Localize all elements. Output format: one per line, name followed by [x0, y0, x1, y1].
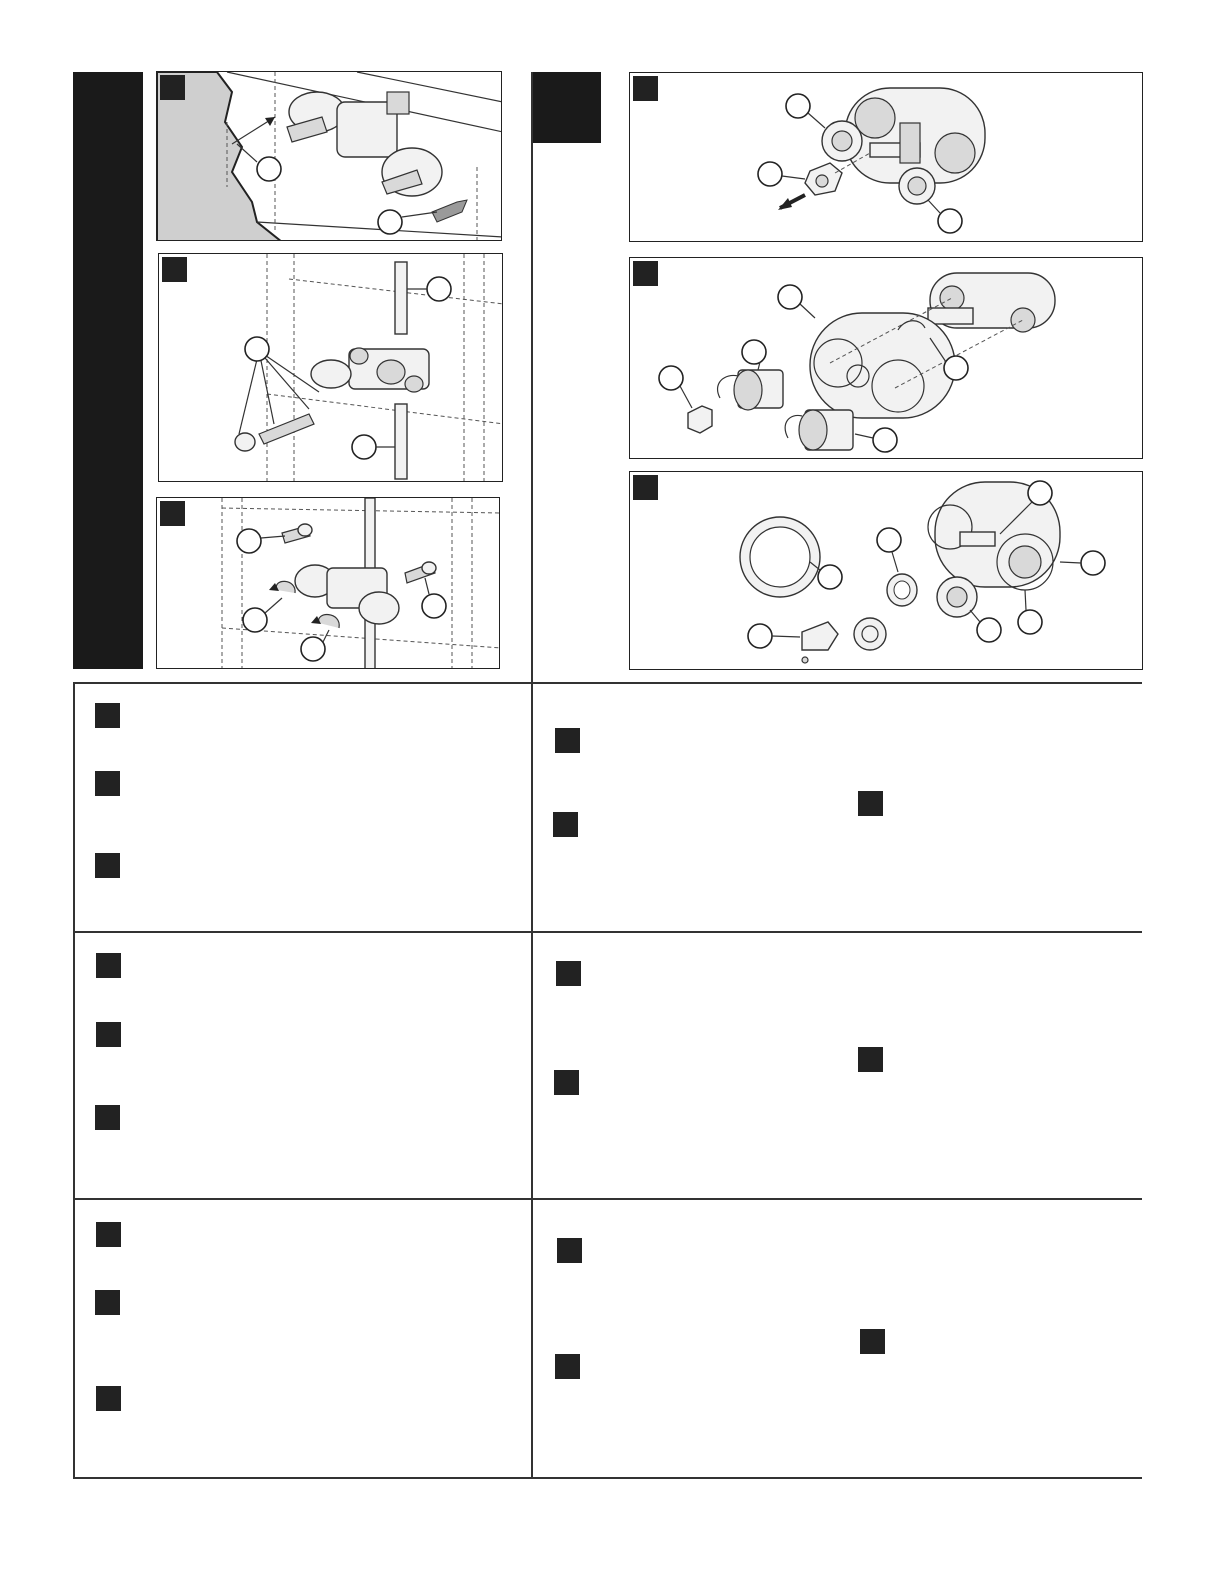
row3-left-step-2 — [95, 1290, 120, 1315]
figure-f-illustration — [630, 472, 1143, 670]
figure-d-panel — [629, 72, 1143, 242]
figure-c-panel — [156, 497, 500, 669]
row3-left-step-1 — [96, 1222, 121, 1247]
figure-d-step-marker — [633, 76, 658, 101]
figure-b-step-marker — [162, 257, 187, 282]
row1-right-step-3 — [553, 812, 578, 837]
row2-left-step-3 — [95, 1105, 120, 1130]
figure-e-step-marker — [633, 261, 658, 286]
grid-rule-2 — [73, 931, 1142, 933]
figure-a-panel — [156, 71, 502, 241]
row1-left-step-2 — [95, 771, 120, 796]
row3-right-step-1 — [557, 1238, 582, 1263]
row2-right-step-3 — [554, 1070, 579, 1095]
row1-left-step-1 — [95, 703, 120, 728]
figure-c-step-marker — [160, 501, 185, 526]
top-center-divider — [531, 72, 533, 682]
row1-right-step-2 — [858, 791, 883, 816]
figure-e-panel — [629, 257, 1143, 459]
grid-center-divider — [531, 682, 533, 1478]
row2-left-step-2 — [96, 1022, 121, 1047]
left-side-tab — [73, 72, 143, 669]
figure-f-step-marker — [633, 475, 658, 500]
row3-right-step-3 — [555, 1354, 580, 1379]
row1-right-step-1 — [555, 728, 580, 753]
figure-c-illustration — [157, 498, 500, 669]
row3-left-step-3 — [96, 1386, 121, 1411]
figure-a-illustration — [157, 72, 502, 241]
row2-right-step-1 — [556, 961, 581, 986]
row2-left-step-1 — [96, 953, 121, 978]
right-side-tab — [533, 72, 601, 143]
figure-a-step-marker — [160, 75, 185, 100]
figure-e-illustration — [630, 258, 1143, 459]
grid-left-edge — [73, 682, 75, 1478]
grid-rule-1 — [73, 682, 1142, 684]
row2-right-step-2 — [858, 1047, 883, 1072]
figure-d-illustration — [630, 73, 1143, 242]
figure-f-panel — [629, 471, 1143, 670]
row3-right-step-2 — [860, 1329, 885, 1354]
row1-left-step-3 — [95, 853, 120, 878]
figure-b-panel — [158, 253, 503, 482]
grid-rule-3 — [73, 1198, 1142, 1200]
figure-b-illustration — [159, 254, 503, 482]
grid-rule-4 — [73, 1477, 1142, 1479]
